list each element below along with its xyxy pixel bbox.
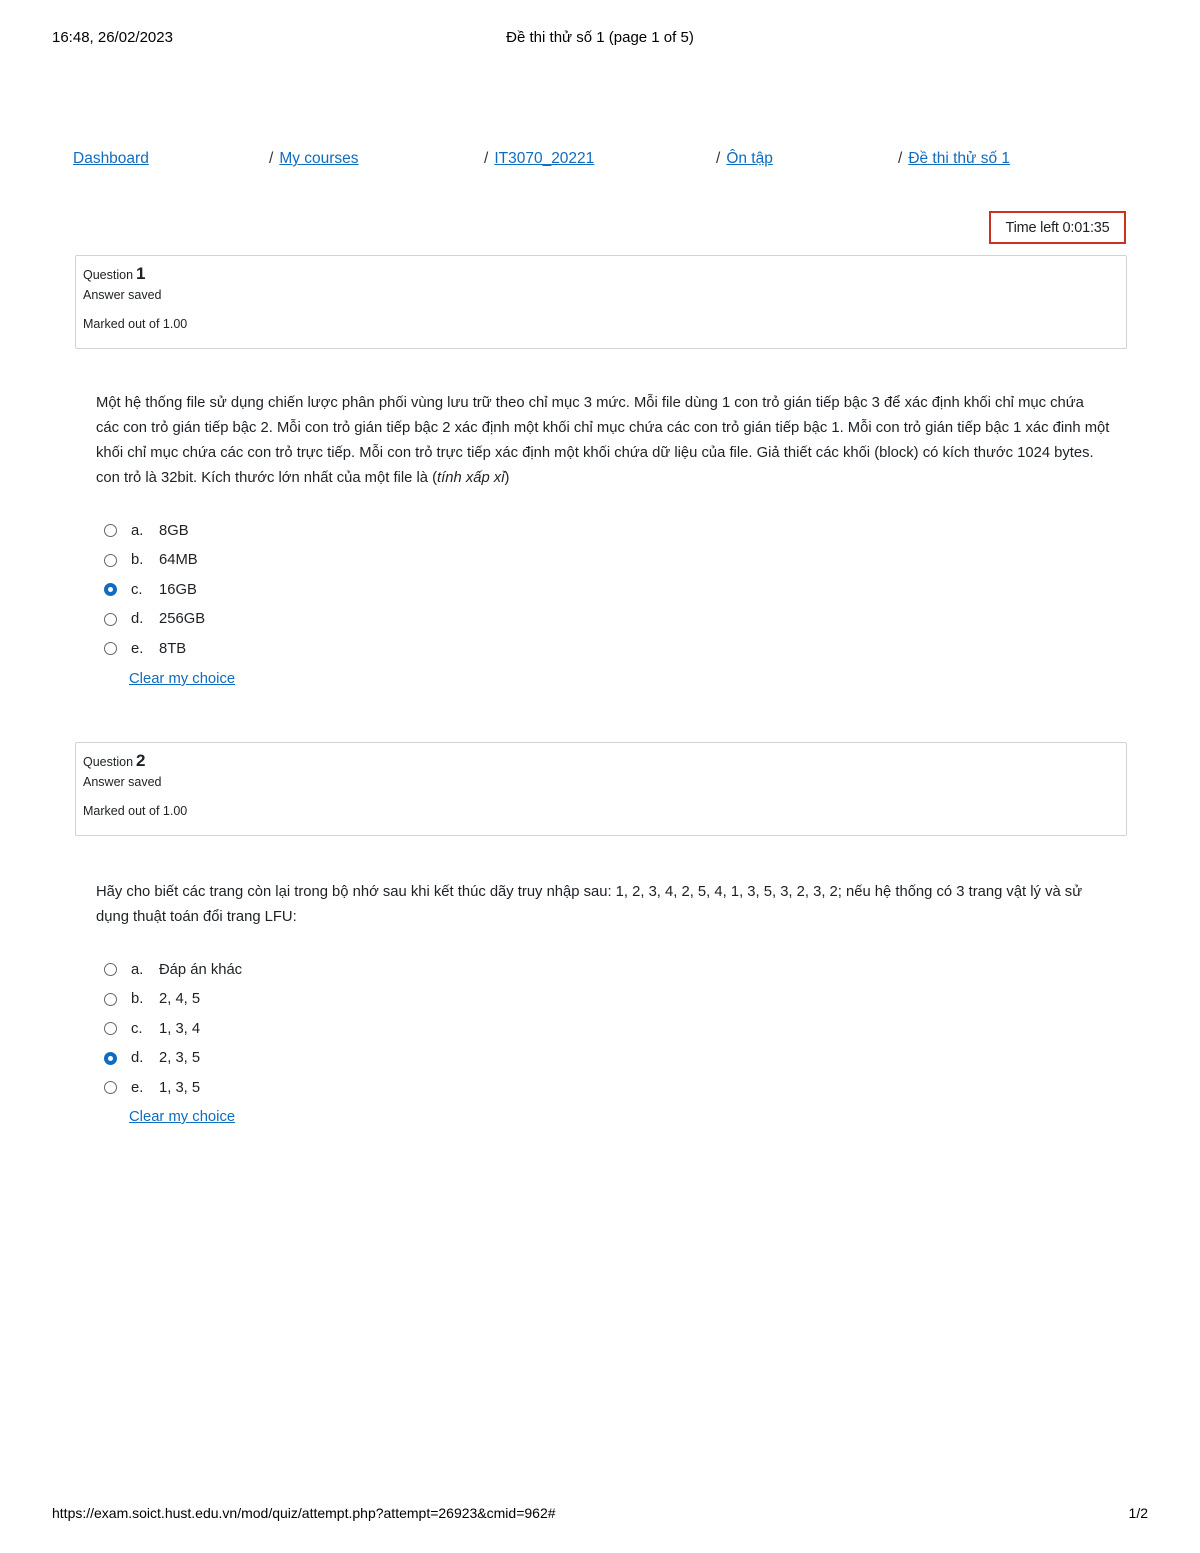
print-document-title: Đề thi thử số 1 (page 1 of 5)	[506, 29, 694, 46]
option-value: 2, 4, 5	[159, 991, 201, 1008]
question-text-end: )	[504, 470, 510, 486]
breadcrumb-link-course[interactable]: IT3070_20221	[494, 150, 595, 167]
question-1-info	[75, 255, 1127, 349]
print-footer	[52, 1505, 1148, 1525]
radio-button[interactable]	[104, 993, 117, 1006]
radio-button[interactable]	[104, 613, 117, 626]
clear-choice-link[interactable]: Clear my choice	[129, 671, 236, 687]
option-value: 1, 3, 5	[159, 1079, 201, 1096]
radio-button[interactable]	[104, 1022, 117, 1035]
answer-option-a[interactable]	[104, 516, 205, 546]
question-label: Question	[83, 755, 134, 769]
option-value: 256GB	[159, 611, 206, 628]
question-text: Một hệ thống file sử dụng chiến lược phân phối vùng lưu trữ theo chỉ mục 3 mức. Mỗi file dùng 1 con trỏ gián tiếp bậc 3 để xác định khối chỉ mục chứa các con trỏ gián tiếp bậc 2. Mỗi con trỏ gián tiếp bậc 2 xác định một khối chỉ mục chứa các con trỏ gián tiếp bậc 1. Mỗi con trỏ gián tiếp bậc 1 xác đinh một khối chỉ mục chứa các con trỏ trực tiếp. Mỗi con trỏ trực tiếp xác định một khối chứa dữ liệu của file. Giả thiết các khối (block) có kích thước 1024 bytes. con trỏ là 32bit. Kích thước lớn nhất của một file là (	[96, 395, 1110, 486]
question-2-info	[75, 742, 1127, 836]
question-2-text	[96, 880, 1111, 930]
question-1-answers	[104, 516, 205, 664]
breadcrumb-separator: /	[484, 150, 489, 167]
option-value: 64MB	[159, 552, 198, 569]
question-number	[83, 751, 1119, 773]
radio-button-selected[interactable]	[104, 1052, 117, 1065]
breadcrumb-item-section	[716, 150, 773, 168]
breadcrumb-link-section[interactable]: Ôn tập	[726, 150, 773, 167]
answer-option-e[interactable]	[104, 1073, 242, 1103]
breadcrumb-item-my-courses	[269, 150, 359, 168]
question-text: Hãy cho biết các trang còn lại trong bộ nhớ sau khi kết thúc dãy truy nhập sau: 1, 2, 3, 4, 2, 5, 4, 1, 3, 5, 3, 2, 3, 2; nếu hệ thống có 3 trang vật lý và sử dụng thuật toán đổi trang LFU:	[96, 884, 1083, 925]
option-value: 1, 3, 4	[159, 1020, 201, 1037]
option-value: 2, 3, 5	[159, 1050, 201, 1067]
option-value: 16GB	[159, 581, 197, 598]
question-text-emphasis: tính xấp xỉ	[437, 470, 505, 486]
print-url: https://exam.soict.hust.edu.vn/mod/quiz/attempt.php?attempt=26923&cmid=962#	[52, 1505, 556, 1521]
question-state: Answer saved	[83, 775, 162, 789]
question-number-value: 2	[136, 751, 146, 770]
question-number-value: 1	[136, 264, 146, 283]
option-letter: b.	[131, 991, 144, 1008]
radio-button[interactable]	[104, 963, 117, 976]
answer-option-c[interactable]	[104, 575, 205, 605]
breadcrumb-separator: /	[716, 150, 721, 167]
option-letter: c.	[131, 1020, 143, 1037]
option-letter: a.	[131, 522, 144, 539]
quiz-timer: Time left 0:01:35	[989, 211, 1126, 244]
breadcrumb-separator: /	[898, 150, 903, 167]
question-state: Answer saved	[83, 288, 162, 302]
option-letter: e.	[131, 640, 144, 657]
answer-option-c[interactable]	[104, 1014, 242, 1044]
print-header	[52, 29, 1148, 49]
option-value: 8TB	[159, 640, 187, 657]
breadcrumb-link-dashboard[interactable]: Dashboard	[73, 150, 149, 167]
option-letter: d.	[131, 1050, 144, 1067]
option-value: 8GB	[159, 522, 189, 539]
radio-button[interactable]	[104, 1081, 117, 1094]
option-letter: d.	[131, 611, 144, 628]
answer-option-a[interactable]	[104, 955, 242, 985]
answer-option-d[interactable]	[104, 605, 205, 635]
option-letter: a.	[131, 961, 144, 978]
answer-option-b[interactable]	[104, 985, 242, 1015]
radio-button[interactable]	[104, 524, 117, 537]
answer-option-e[interactable]	[104, 634, 205, 664]
option-letter: b.	[131, 552, 144, 569]
option-value: Đáp án khác	[159, 961, 243, 978]
answer-option-d[interactable]	[104, 1044, 242, 1074]
question-label: Question	[83, 268, 134, 282]
breadcrumb-link-quiz[interactable]: Đề thi thử số 1	[908, 150, 1011, 167]
answer-option-b[interactable]	[104, 546, 205, 576]
breadcrumb-item-course	[484, 150, 594, 168]
option-letter: e.	[131, 1079, 144, 1096]
option-letter: c.	[131, 581, 143, 598]
radio-button[interactable]	[104, 642, 117, 655]
radio-button-selected[interactable]	[104, 583, 117, 596]
question-2-answers	[104, 955, 242, 1103]
breadcrumb-link-my-courses[interactable]: My courses	[279, 150, 359, 167]
breadcrumb-separator: /	[269, 150, 274, 167]
breadcrumb-item-quiz	[898, 150, 1010, 168]
radio-button[interactable]	[104, 554, 117, 567]
question-grade: Marked out of 1.00	[83, 317, 188, 331]
question-1-text	[96, 391, 1111, 491]
question-grade: Marked out of 1.00	[83, 804, 188, 818]
breadcrumb-item-dashboard	[73, 150, 149, 168]
print-page-number: 1/2	[1128, 1505, 1148, 1521]
clear-choice-link[interactable]: Clear my choice	[129, 1109, 236, 1125]
question-number	[83, 264, 1119, 286]
breadcrumb	[73, 150, 1133, 174]
print-timestamp: 16:48, 26/02/2023	[52, 29, 173, 46]
